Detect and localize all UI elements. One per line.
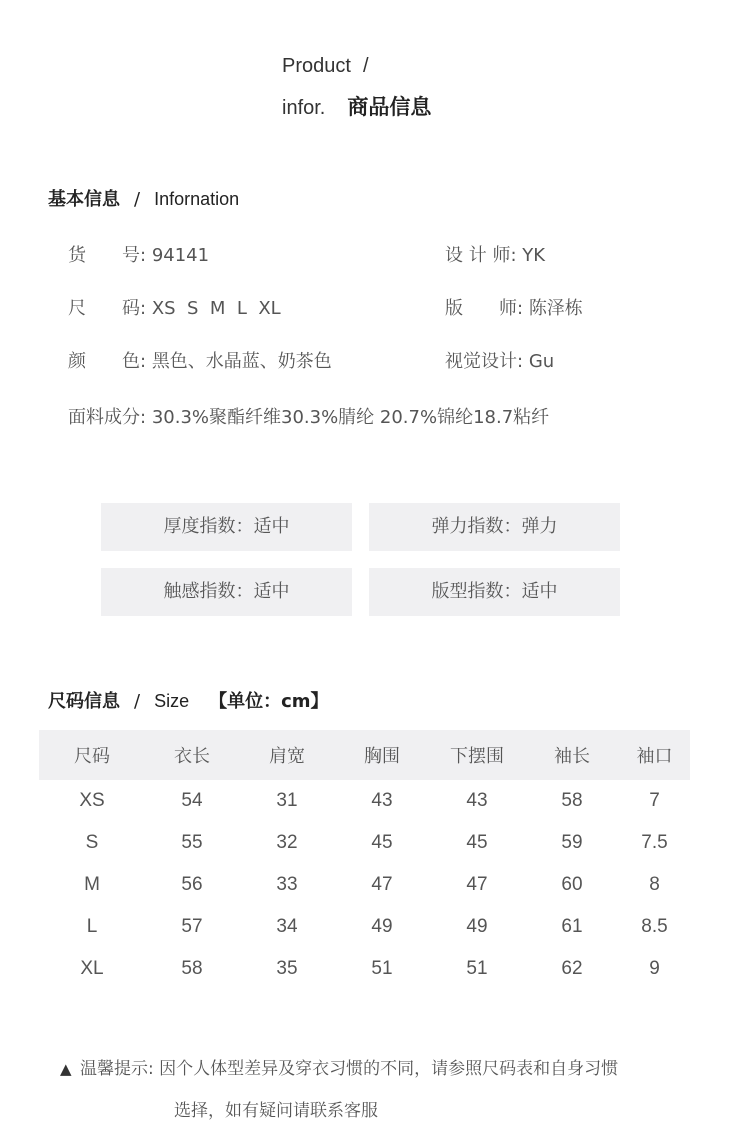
cell-length: 58 <box>181 958 203 979</box>
cell-sleeve-length: 61 <box>561 916 583 937</box>
pattern-maker-label: 版 师: <box>445 298 524 319</box>
cell-length: 56 <box>181 874 203 895</box>
fabric-value: 30.3%聚酯纤维30.3%腈纶 20.7%锦纶18.7粘纤 <box>151 407 550 428</box>
warm-tip-label: 温馨提示: <box>80 1059 154 1079</box>
size-info-unit: 【单位：cm】 <box>209 691 329 712</box>
cell-cuff: 8.5 <box>641 916 668 937</box>
table-row <box>39 822 690 864</box>
page-header <box>282 52 431 122</box>
warm-tip-text-2: 选择，如有疑问请联系客服 <box>174 1101 378 1121</box>
cell-size: XS <box>79 790 105 811</box>
cell-length: 55 <box>181 832 203 853</box>
thickness-index: 厚度指数：适中 <box>101 503 352 551</box>
cell-size: L <box>86 916 98 937</box>
cell-shoulder: 35 <box>276 958 298 979</box>
pattern-maker <box>445 296 583 322</box>
touch-index: 触感指数：适中 <box>101 568 352 616</box>
item-number-label: 货 号: <box>68 245 147 266</box>
sizes-label: 尺 码: <box>68 298 147 319</box>
page-title: 商品信息 <box>347 92 431 122</box>
item-number <box>68 243 209 269</box>
size-info-section-title <box>48 688 329 714</box>
cell-chest: 51 <box>371 958 393 979</box>
header-shoulder: 肩宽 <box>239 730 335 780</box>
visual-design-label: 视觉设计: <box>445 351 524 372</box>
header-chest: 胸围 <box>335 730 429 780</box>
warm-tip-line1 <box>60 1048 618 1090</box>
header-sleeve-length: 袖长 <box>525 730 619 780</box>
header-cuff: 袖口 <box>619 730 690 780</box>
header-en-line1 <box>282 52 431 80</box>
cell-length: 57 <box>181 916 203 937</box>
size-table <box>39 730 690 990</box>
cell-hem: 45 <box>466 832 488 853</box>
cell-size: M <box>84 874 100 895</box>
designer-value: YK <box>522 245 546 266</box>
info-row-4 <box>68 405 708 431</box>
cell-sleeve-length: 60 <box>561 874 583 895</box>
table-row <box>39 906 690 948</box>
size-info-title-sep: / <box>134 691 141 712</box>
header-en-line2 <box>282 92 431 122</box>
cell-sleeve-length: 58 <box>561 790 583 811</box>
visual-design-value: Gu <box>528 351 555 372</box>
basic-info-title-sep: / <box>134 189 141 210</box>
cell-size: XL <box>80 958 104 979</box>
colors-value: 黑色、水晶蓝、奶茶色 <box>151 351 332 372</box>
fit-index: 版型指数：适中 <box>369 568 620 616</box>
cell-cuff: 7.5 <box>641 832 668 853</box>
designer-label: 设 计 师: <box>445 245 517 266</box>
header-length: 衣长 <box>145 730 239 780</box>
basic-info-title-en: Infornation <box>154 189 240 209</box>
cell-length: 54 <box>181 790 203 811</box>
pattern-maker-value: 陈泽栋 <box>528 298 583 319</box>
cell-shoulder: 34 <box>276 916 298 937</box>
cell-chest: 43 <box>371 790 393 811</box>
fabric-label: 面料成分: <box>68 407 147 428</box>
sizes <box>68 296 281 322</box>
basic-info-section-title <box>48 186 239 212</box>
visual-design <box>445 349 554 375</box>
warm-tip <box>60 1048 618 1132</box>
cell-size: S <box>85 832 99 853</box>
info-row-3 <box>68 349 708 375</box>
cell-shoulder: 33 <box>276 874 298 895</box>
item-number-value: 94141 <box>151 245 210 266</box>
warning-icon: ▲ <box>60 1060 72 1078</box>
info-row-1 <box>68 243 708 269</box>
size-info-title-en: Size <box>154 691 190 711</box>
fabric <box>68 405 549 431</box>
cell-sleeve-length: 62 <box>561 958 583 979</box>
elasticity-index: 弹力指数：弹力 <box>369 503 620 551</box>
sizes-value: XS S M L XL <box>151 298 281 319</box>
cell-chest: 47 <box>371 874 393 895</box>
cell-hem: 43 <box>466 790 488 811</box>
colors-label: 颜 色: <box>68 351 147 372</box>
cell-hem: 51 <box>466 958 488 979</box>
header-hem: 下摆围 <box>429 730 525 780</box>
cell-cuff: 7 <box>649 790 660 811</box>
cell-shoulder: 32 <box>276 832 298 853</box>
warm-tip-text-1: 因个人体型差异及穿衣习惯的不同，请参照尺码表和自身习惯 <box>159 1059 619 1079</box>
cell-chest: 49 <box>371 916 393 937</box>
size-table-header-row <box>39 730 690 780</box>
table-row <box>39 864 690 906</box>
cell-hem: 49 <box>466 916 488 937</box>
cell-shoulder: 31 <box>276 790 298 811</box>
table-row <box>39 780 690 822</box>
cell-cuff: 8 <box>649 874 660 895</box>
cell-cuff: 9 <box>649 958 660 979</box>
header-product-text: Product <box>282 55 351 77</box>
designer <box>445 243 545 269</box>
cell-hem: 47 <box>466 874 488 895</box>
header-size: 尺码 <box>39 730 145 780</box>
info-row-2 <box>68 296 708 322</box>
basic-info-title-cn: 基本信息 <box>48 189 120 210</box>
header-slash: / <box>362 55 369 77</box>
colors <box>68 349 332 375</box>
size-info-title-cn: 尺码信息 <box>48 691 120 712</box>
header-infor-text: infor. <box>282 97 326 119</box>
cell-chest: 45 <box>371 832 393 853</box>
cell-sleeve-length: 59 <box>561 832 583 853</box>
table-row <box>39 948 690 990</box>
